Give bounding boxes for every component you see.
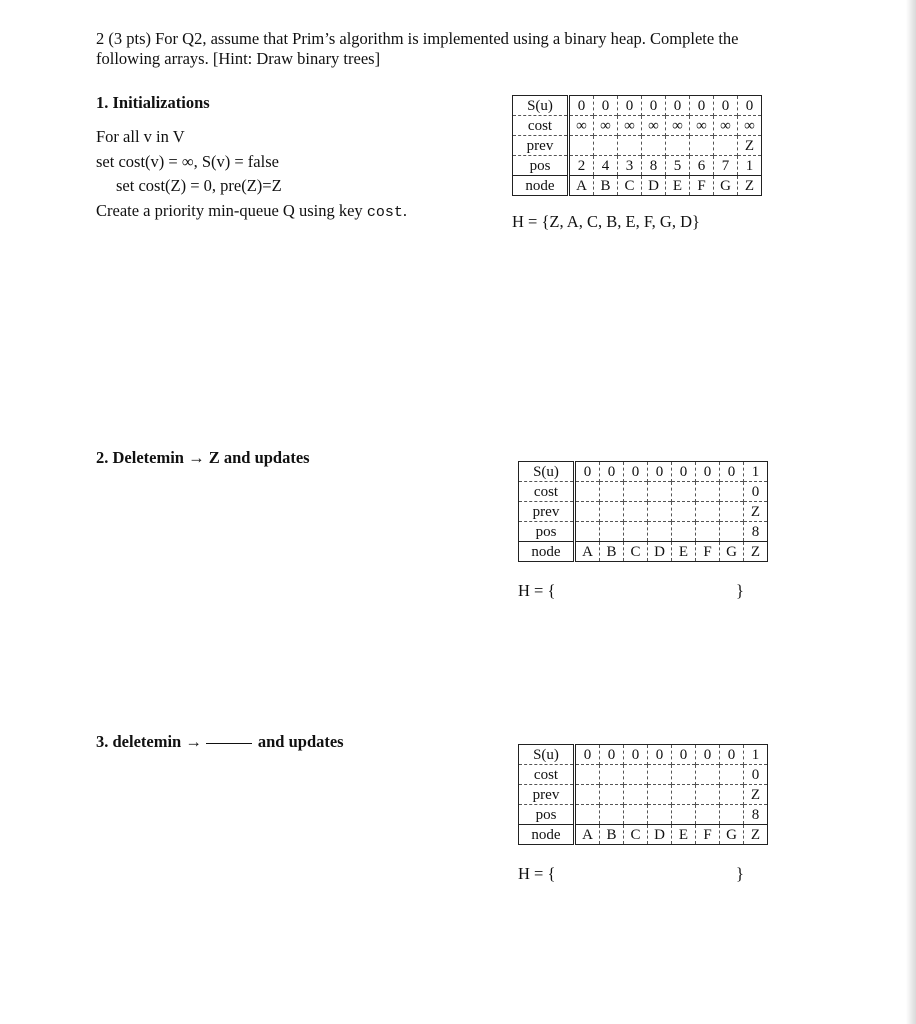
node-row bbox=[513, 176, 762, 196]
array-cell bbox=[618, 136, 642, 156]
array-cell bbox=[648, 765, 672, 785]
array-cell: F bbox=[690, 176, 714, 196]
array-cell bbox=[696, 522, 720, 542]
array-cell bbox=[720, 522, 744, 542]
array-cell: 0 bbox=[583, 746, 592, 763]
array-cell bbox=[696, 482, 720, 502]
question-line-2: following arrays. [Hint: Draw binary trees] bbox=[96, 49, 381, 68]
array-cell: 6 bbox=[690, 156, 714, 176]
array-cell: A bbox=[575, 542, 600, 562]
array-cell: 8 bbox=[744, 522, 768, 542]
array-cell: A bbox=[575, 825, 600, 845]
array-cell: Z bbox=[744, 785, 768, 805]
array-cell bbox=[672, 482, 696, 502]
array-cell bbox=[648, 482, 672, 502]
array-cell: ∞ bbox=[738, 116, 762, 136]
section3-heading bbox=[96, 732, 344, 752]
array-cell bbox=[569, 136, 594, 156]
array-cell bbox=[666, 136, 690, 156]
page-edge-shadow bbox=[906, 0, 916, 1024]
prev-row bbox=[519, 785, 768, 805]
pos-row bbox=[519, 522, 768, 542]
node-row bbox=[519, 825, 768, 845]
array-cell: 0 bbox=[583, 463, 592, 480]
array-cell: E bbox=[672, 542, 696, 562]
array-cell bbox=[714, 136, 738, 156]
array-cell bbox=[600, 482, 624, 502]
array-cell bbox=[575, 805, 600, 825]
array-cell: B bbox=[600, 825, 624, 845]
node-row bbox=[519, 542, 768, 562]
array-cell bbox=[642, 136, 666, 156]
array-cell bbox=[600, 785, 624, 805]
array-cell: ∞ bbox=[618, 116, 642, 136]
s-row bbox=[513, 96, 762, 116]
row-label: node bbox=[519, 825, 575, 845]
array-cell bbox=[648, 805, 672, 825]
array-cell bbox=[594, 136, 618, 156]
array-cell: ∞ bbox=[690, 116, 714, 136]
array-cell: 0 bbox=[696, 462, 720, 482]
array-cell: ∞ bbox=[666, 116, 690, 136]
array-cell bbox=[624, 502, 648, 522]
array-cell: G bbox=[720, 542, 744, 562]
array-cell bbox=[624, 482, 648, 502]
pos-row bbox=[513, 156, 762, 176]
array-cell: G bbox=[714, 176, 738, 196]
cost-row bbox=[519, 765, 768, 785]
cost-row bbox=[519, 482, 768, 502]
array-cell bbox=[648, 502, 672, 522]
array-cell: 0 bbox=[672, 462, 696, 482]
row-label: prev bbox=[519, 502, 575, 522]
array-cell: ∞ bbox=[714, 116, 738, 136]
array-cell: 7 bbox=[714, 156, 738, 176]
row-label: pos bbox=[519, 522, 575, 542]
init-line-for-all: For all v in V bbox=[96, 127, 185, 146]
array-cell: E bbox=[672, 825, 696, 845]
row-label: node bbox=[519, 542, 575, 562]
array-cell bbox=[720, 502, 744, 522]
array-cell: F bbox=[696, 542, 720, 562]
array-cell: 8 bbox=[642, 156, 666, 176]
array-cell bbox=[648, 522, 672, 542]
array-cell: 4 bbox=[594, 156, 618, 176]
heap-2-open: H = { bbox=[518, 581, 556, 600]
array-cell bbox=[720, 805, 744, 825]
heap-2 bbox=[518, 581, 744, 601]
array-cell: 0 bbox=[744, 765, 768, 785]
array-cell: 0 bbox=[600, 462, 624, 482]
array-cell bbox=[696, 785, 720, 805]
array-cell bbox=[575, 785, 600, 805]
array-cell: 0 bbox=[720, 462, 744, 482]
array-cell bbox=[696, 502, 720, 522]
init-line-set-cost: set cost(v) = ∞, S(v) = false bbox=[96, 152, 279, 171]
heap-3-open: H = { bbox=[518, 864, 556, 883]
queue-text: Create a priority min-queue Q using key bbox=[96, 201, 367, 220]
row-label: pos bbox=[519, 805, 575, 825]
array-cell: A bbox=[569, 176, 594, 196]
array-cell: 0 bbox=[624, 462, 648, 482]
array-cell bbox=[600, 522, 624, 542]
row-label: S(u) bbox=[519, 745, 575, 765]
array-cell: 0 bbox=[642, 96, 666, 116]
row-label: pos bbox=[513, 156, 569, 176]
array-cell: Z bbox=[744, 825, 768, 845]
array-cell: 0 bbox=[577, 97, 586, 114]
array-cell: ∞ bbox=[594, 116, 618, 136]
array-cell bbox=[600, 765, 624, 785]
array-cell: E bbox=[666, 176, 690, 196]
array-cell bbox=[696, 765, 720, 785]
array-cell: 0 bbox=[690, 96, 714, 116]
array-cell bbox=[600, 805, 624, 825]
array-cell: B bbox=[594, 176, 618, 196]
array-cell: 0 bbox=[738, 96, 762, 116]
array-cell bbox=[696, 805, 720, 825]
array-table-3 bbox=[518, 744, 768, 845]
prev-row bbox=[519, 502, 768, 522]
array-cell bbox=[624, 522, 648, 542]
array-cell: 0 bbox=[666, 96, 690, 116]
row-label: S(u) bbox=[513, 96, 569, 116]
array-cell: ∞ bbox=[642, 116, 666, 136]
queue-key: cost bbox=[366, 204, 403, 221]
array-cell: 5 bbox=[666, 156, 690, 176]
array-cell bbox=[624, 805, 648, 825]
row-label: cost bbox=[519, 482, 575, 502]
array-cell: 0 bbox=[594, 96, 618, 116]
array-cell bbox=[575, 502, 600, 522]
heap-3-close: } bbox=[736, 864, 744, 883]
array-cell bbox=[600, 502, 624, 522]
section3-heading-end: and updates bbox=[257, 732, 344, 751]
array-cell bbox=[720, 765, 744, 785]
array-cell: F bbox=[696, 825, 720, 845]
array-cell: B bbox=[600, 542, 624, 562]
array-cell: 0 bbox=[714, 96, 738, 116]
array-cell bbox=[672, 502, 696, 522]
array-cell: 0 bbox=[600, 745, 624, 765]
array-cell bbox=[720, 482, 744, 502]
array-cell bbox=[624, 785, 648, 805]
array-cell: 1 bbox=[744, 462, 768, 482]
heap-1: H = {Z, A, C, B, E, F, G, D} bbox=[512, 212, 700, 231]
array-cell: 0 bbox=[618, 96, 642, 116]
array-cell: ∞ bbox=[569, 116, 594, 136]
section1-heading: 1. Initializations bbox=[96, 93, 210, 112]
array-cell: 0 bbox=[624, 745, 648, 765]
array-cell bbox=[672, 522, 696, 542]
array-cell: 3 bbox=[618, 156, 642, 176]
array-cell: 1 bbox=[744, 745, 768, 765]
array-cell bbox=[575, 765, 600, 785]
array-cell: Z bbox=[744, 502, 768, 522]
array-cell bbox=[624, 765, 648, 785]
section2-heading: 2. Deletemin → Z and updates bbox=[96, 448, 310, 467]
array-cell: Z bbox=[738, 136, 762, 156]
queue-period: . bbox=[402, 201, 407, 220]
array-cell bbox=[720, 785, 744, 805]
row-label: node bbox=[513, 176, 569, 196]
question-line-1: 2 (3 pts) For Q2, assume that Prim’s algorithm is implemented using a binary heap. Complete the bbox=[96, 29, 739, 48]
array-table-2 bbox=[518, 461, 768, 562]
array-cell: 0 bbox=[672, 745, 696, 765]
array-cell: 0 bbox=[648, 745, 672, 765]
array-cell: 0 bbox=[744, 482, 768, 502]
array-cell: 0 bbox=[648, 462, 672, 482]
array-cell: G bbox=[720, 825, 744, 845]
s-row bbox=[519, 745, 768, 765]
row-label: S(u) bbox=[519, 462, 575, 482]
heap-3 bbox=[518, 864, 744, 884]
array-cell: 8 bbox=[744, 805, 768, 825]
pos-row bbox=[519, 805, 768, 825]
array-cell bbox=[648, 785, 672, 805]
init-line-set-z: set cost(Z) = 0, pre(Z)=Z bbox=[116, 176, 282, 195]
heap-2-close: } bbox=[736, 581, 744, 600]
array-cell bbox=[672, 765, 696, 785]
array-cell: D bbox=[642, 176, 666, 196]
array-cell: Z bbox=[744, 542, 768, 562]
array-cell: C bbox=[618, 176, 642, 196]
array-cell bbox=[575, 522, 600, 542]
array-cell: C bbox=[624, 825, 648, 845]
array-cell: 0 bbox=[720, 745, 744, 765]
section3-heading-start: 3. deletemin → bbox=[96, 732, 202, 751]
array-cell: Z bbox=[738, 176, 762, 196]
array-cell: D bbox=[648, 825, 672, 845]
row-label: cost bbox=[513, 116, 569, 136]
array-cell: 2 bbox=[569, 156, 594, 176]
row-label: prev bbox=[513, 136, 569, 156]
prev-row bbox=[513, 136, 762, 156]
cost-row bbox=[513, 116, 762, 136]
row-label: prev bbox=[519, 785, 575, 805]
init-line-create-queue bbox=[96, 201, 407, 223]
array-cell bbox=[672, 785, 696, 805]
array-cell: D bbox=[648, 542, 672, 562]
array-cell bbox=[575, 482, 600, 502]
row-label: cost bbox=[519, 765, 575, 785]
s-row bbox=[519, 462, 768, 482]
array-cell: 0 bbox=[696, 745, 720, 765]
array-table-1 bbox=[512, 95, 762, 196]
array-cell: 1 bbox=[738, 156, 762, 176]
array-cell: C bbox=[624, 542, 648, 562]
array-cell bbox=[690, 136, 714, 156]
array-cell bbox=[672, 805, 696, 825]
answer-blank[interactable] bbox=[206, 743, 252, 744]
